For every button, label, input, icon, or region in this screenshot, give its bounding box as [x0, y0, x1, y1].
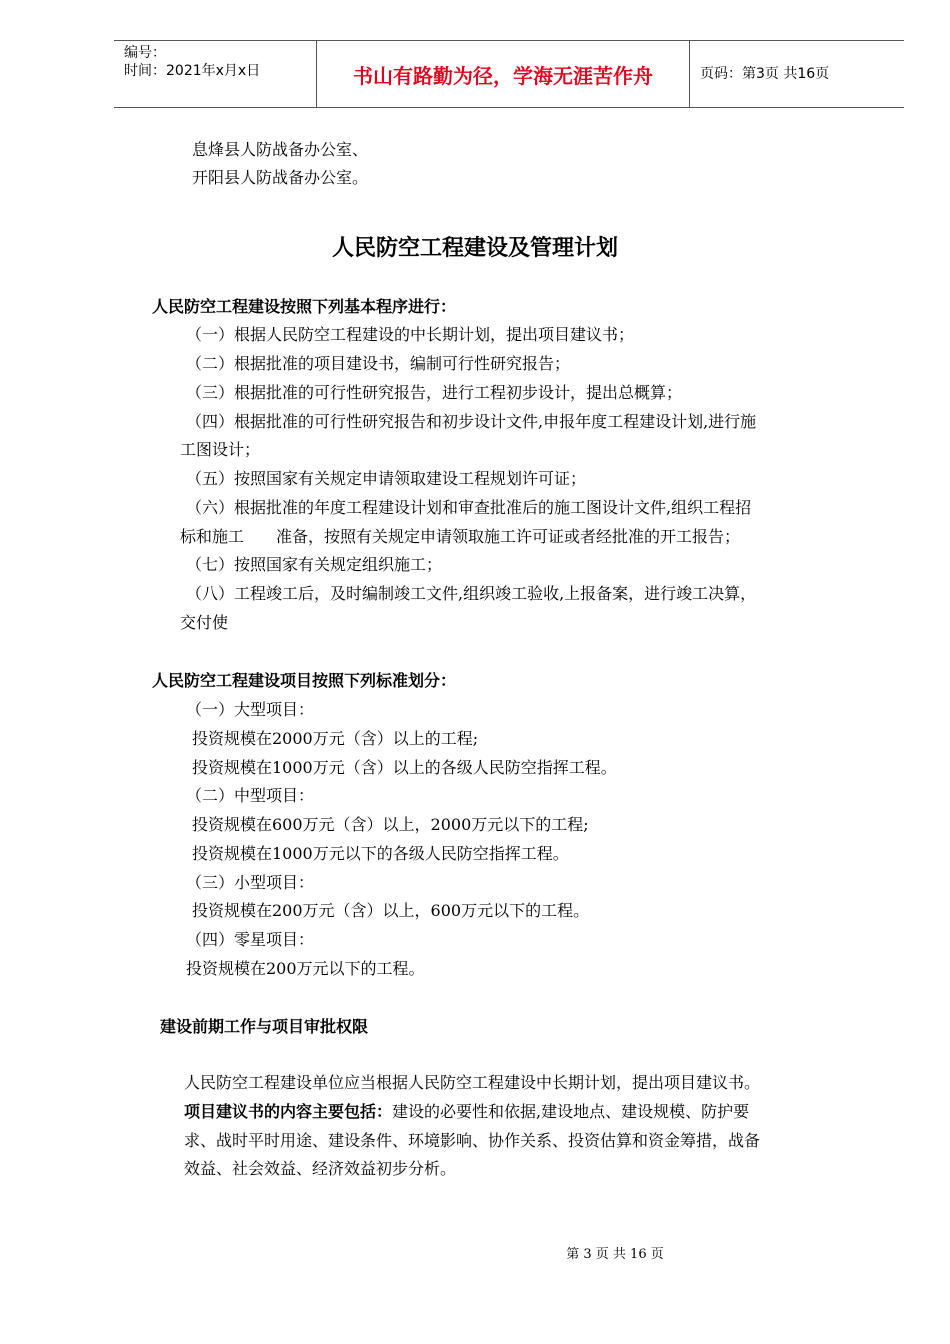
section3-paragraph: 求、战时平时用途、建设条件、环境影响、协作关系、投资估算和资金筹措，战备 [184, 1131, 761, 1150]
section3-emphasis: 项目建议书的内容主要包括： [184, 1102, 393, 1121]
section3-heading: 建设前期工作与项目审批权限 [160, 1017, 369, 1036]
page-header [114, 40, 904, 108]
section2-line: （二）中型项目： [186, 786, 315, 805]
header-motto-cell [317, 41, 690, 107]
section1-line: （四）根据批准的可行性研究报告和初步设计文件,申报年度工程建设计划,进行施 [186, 412, 757, 431]
intro-line-1: 息烽县人防战备办公室、 [192, 140, 369, 159]
section1-line: 标和施工 准备，按照有关规定申请领取施工许可证或者经批准的开工报告； [180, 527, 741, 546]
section1-line: 交付使 [180, 613, 229, 632]
section1-line: （一）根据人民防空工程建设的中长期计划，提出项目建议书； [186, 325, 635, 344]
section2-line: 投资规模在1000万元以下的各级人民防空指挥工程。 [192, 844, 569, 863]
section3-paragraph [184, 1101, 749, 1123]
section2-line: （四）零星项目： [186, 930, 315, 949]
section3-text: 建设的必要性和依据,建设地点、建设规模、防护要 [392, 1102, 750, 1121]
section2-heading: 人民防空工程建设项目按照下列标准划分： [152, 671, 457, 690]
section2-line: 投资规模在600万元（含）以上，2000万元以下的工程; [192, 815, 589, 834]
intro-line-2: 开阳县人防战备办公室。 [192, 168, 369, 187]
section1-line: （六）根据批准的年度工程建设计划和审查批准后的施工图设计文件,组织工程招 [186, 498, 752, 517]
page-number-label: 页码：第3页 共16页 [700, 66, 830, 82]
section1-line: （二）根据批准的项目建设书，编制可行性研究报告； [186, 354, 571, 373]
section1-line: （五）按照国家有关规定申请领取建设工程规划许可证； [186, 469, 587, 488]
section3-paragraph: 效益、社会效益、经济效益初步分析。 [184, 1159, 457, 1178]
section2-line: 投资规模在200万元以下的工程。 [186, 959, 425, 978]
header-meta-cell [114, 41, 317, 107]
section2-line: 投资规模在2000万元（含）以上的工程; [192, 729, 479, 748]
section2-line: （一）大型项目： [186, 700, 315, 719]
section2-line: （三）小型项目： [186, 873, 315, 892]
header-page-cell [690, 41, 904, 107]
section3-paragraph: 人民防空工程建设单位应当根据人民防空工程建设中长期计划，提出项目建议书。 [184, 1073, 761, 1092]
page-footer [0, 1246, 950, 1264]
section2-line: 投资规模在200万元（含）以上，600万元以下的工程。 [192, 901, 590, 920]
section2-line: 投资规模在1000万元（含）以上的各级人民防空指挥工程。 [192, 758, 617, 777]
section1-line: （八）工程竣工后，及时编制竣工文件,组织竣工验收,上报备案，进行竣工决算， [186, 584, 757, 603]
section1-line: 工图设计； [180, 440, 261, 459]
time-label: 时间：2021年x月x日 [124, 63, 261, 79]
footer-page-number: 第 3 页 共 16 页 [566, 1247, 664, 1262]
motto: 书山有路勤为径，学海无涯苦作舟 [353, 64, 653, 88]
section1-line: （三）根据批准的可行性研究报告，进行工程初步设计，提出总概算； [186, 383, 683, 402]
document-title: 人民防空工程建设及管理计划 [331, 236, 618, 261]
number-label: 编号： [124, 45, 166, 61]
section1-line: （七）按照国家有关规定组织施工； [186, 555, 443, 574]
section1-heading: 人民防空工程建设按照下列基本程序进行： [152, 297, 457, 316]
